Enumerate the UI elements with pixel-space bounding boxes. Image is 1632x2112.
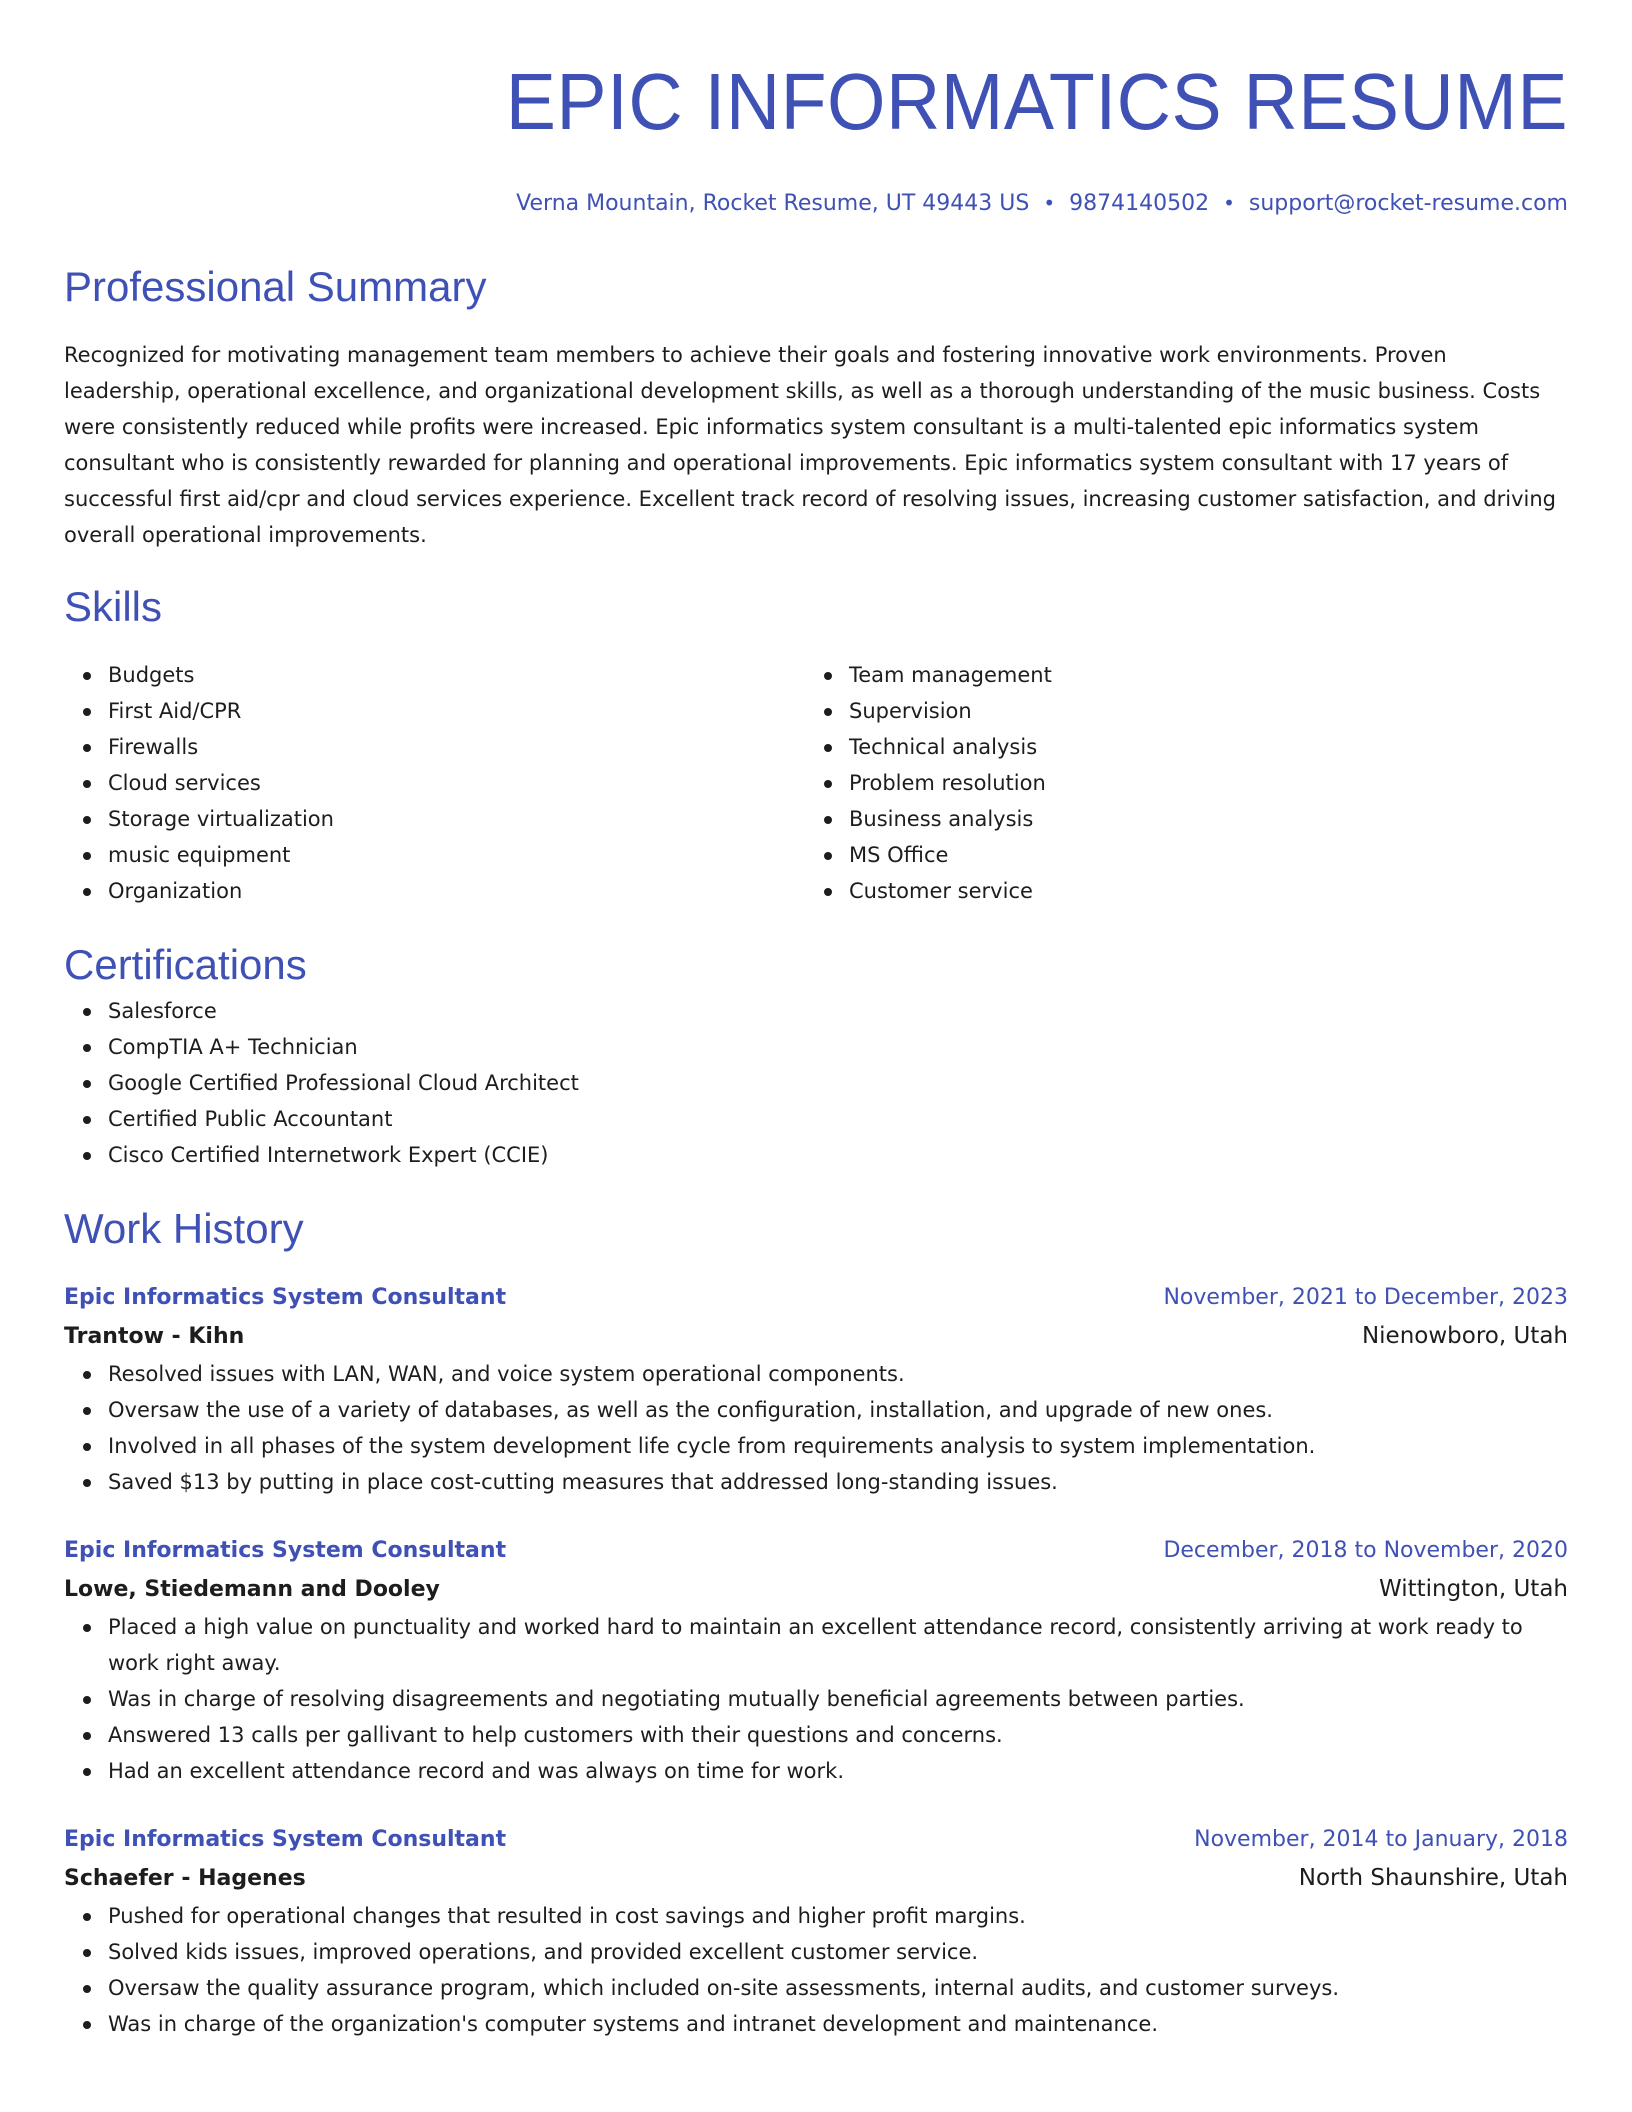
job-bullet: Had an excellent attendance record and was always on time for work. xyxy=(108,1753,1568,1789)
summary-text: Recognized for motivating management team members to achieve their goals and fostering innovative work environments. Proven leadership, operational excellence, and organizational development skills, as well as a thorough understanding of the music business. Costs were consistently reduced while profits were increased. Epic informatics system consultant is a multi-talented epic informatics system consultant who is consistently rewarded for planning and operational improvements. Epic informatics system consultant with 17 years of successful first aid/cpr and cloud services experience. Excellent track record of resolving issues, increasing customer satisfaction, and driving overall operational improvements. xyxy=(64,343,1556,547)
skill-item: Cloud services xyxy=(108,765,805,801)
certification-item: CompTIA A+ Technician xyxy=(108,1029,1568,1065)
contact-email: support@rocket-resume.com xyxy=(1248,191,1568,216)
job-bullet: Oversaw the use of a variety of databases, as well as the configuration, installation, and upgrade of new ones. xyxy=(108,1392,1568,1428)
skill-item: Firewalls xyxy=(108,729,805,765)
job-position: Epic Informatics System Consultant xyxy=(64,1827,507,1852)
skills-column-left xyxy=(64,657,805,909)
job-position: Epic Informatics System Consultant xyxy=(64,1538,507,1563)
job-bullet: Placed a high value on punctuality and worked hard to maintain an excellent attendance record, consistently arriving at work ready to work right away. xyxy=(108,1609,1568,1681)
skill-item: Problem resolution xyxy=(849,765,1546,801)
contact-address: Verna Mountain, Rocket Resume, UT 49443 US xyxy=(516,191,1030,216)
skill-item: Customer service xyxy=(849,873,1546,909)
job-position: Epic Informatics System Consultant xyxy=(64,1285,507,1310)
job-dates: November, 2014 to January, 2018 xyxy=(1194,1827,1568,1852)
skill-item: Supervision xyxy=(849,693,1546,729)
job-company: Lowe, Stiedemann and Dooley xyxy=(64,1577,440,1602)
job-bullet: Oversaw the quality assurance program, which included on-site assessments, internal audits, and customer surveys. xyxy=(108,1970,1568,2006)
job-bullet: Involved in all phases of the system development life cycle from requirements analysis to system implementation. xyxy=(108,1428,1568,1464)
job-location: Wittington, Utah xyxy=(1378,1576,1568,1602)
job-entry xyxy=(64,1821,1568,2042)
skill-item: Business analysis xyxy=(849,801,1546,837)
contact-separator: • xyxy=(1223,191,1235,215)
job-bullet: Was in charge of resolving disagreements and negotiating mutually beneficial agreements between parties. xyxy=(108,1681,1568,1717)
job-bullets xyxy=(64,1356,1568,1500)
certification-item: Google Certified Professional Cloud Architect xyxy=(108,1065,1568,1101)
resume-title: EPIC INFORMATICS RESUME xyxy=(505,57,1568,146)
skill-item: Team management xyxy=(849,657,1546,693)
summary-heading: Professional Summary xyxy=(64,263,487,310)
certification-item: Certified Public Accountant xyxy=(108,1101,1568,1137)
skill-item: Budgets xyxy=(108,657,805,693)
skill-item: First Aid/CPR xyxy=(108,693,805,729)
certification-item: Cisco Certified Internetwork Expert (CCIE) xyxy=(108,1137,1568,1173)
job-location: Nienowboro, Utah xyxy=(1361,1323,1568,1349)
job-company: Trantow - Kihn xyxy=(64,1324,245,1349)
job-dates: December, 2018 to November, 2020 xyxy=(1163,1538,1568,1563)
contact-separator: • xyxy=(1043,191,1056,215)
job-dates: November, 2021 to December, 2023 xyxy=(1163,1285,1568,1310)
job-company: Schaefer - Hagenes xyxy=(64,1866,306,1891)
certification-item: Salesforce xyxy=(108,993,1568,1029)
job-bullet: Solved kids issues, improved operations, and provided excellent customer service. xyxy=(108,1934,1568,1970)
contact-phone: 9874140502 xyxy=(1069,191,1210,216)
job-entry xyxy=(64,1532,1568,1789)
skills-column-right xyxy=(805,657,1546,909)
skill-item: Organization xyxy=(108,873,805,909)
skill-item: music equipment xyxy=(108,837,805,873)
job-bullets xyxy=(64,1609,1568,1789)
job-location: North Shaunshire, Utah xyxy=(1298,1865,1568,1891)
work-history-heading: Work History xyxy=(64,1205,304,1252)
job-bullet: Was in charge of the organization's computer systems and intranet development and maintenance. xyxy=(108,2006,1568,2042)
job-bullet: Pushed for operational changes that resulted in cost savings and higher profit margins. xyxy=(108,1898,1568,1934)
certifications-heading: Certifications xyxy=(64,941,307,988)
skill-item: Technical analysis xyxy=(849,729,1546,765)
skill-item: MS Office xyxy=(849,837,1546,873)
skill-item: Storage virtualization xyxy=(108,801,805,837)
job-entry xyxy=(64,1279,1568,1500)
job-bullets xyxy=(64,1898,1568,2042)
job-bullet: Saved $13 by putting in place cost-cutting measures that addressed long-standing issues. xyxy=(108,1464,1568,1500)
skills-list xyxy=(64,657,1568,909)
certifications-list xyxy=(64,993,1568,1173)
skills-heading: Skills xyxy=(64,583,163,630)
contact-line xyxy=(64,188,1568,219)
job-bullet: Answered 13 calls per gallivant to help customers with their questions and concerns. xyxy=(108,1717,1568,1753)
job-bullet: Resolved issues with LAN, WAN, and voice system operational components. xyxy=(108,1356,1568,1392)
